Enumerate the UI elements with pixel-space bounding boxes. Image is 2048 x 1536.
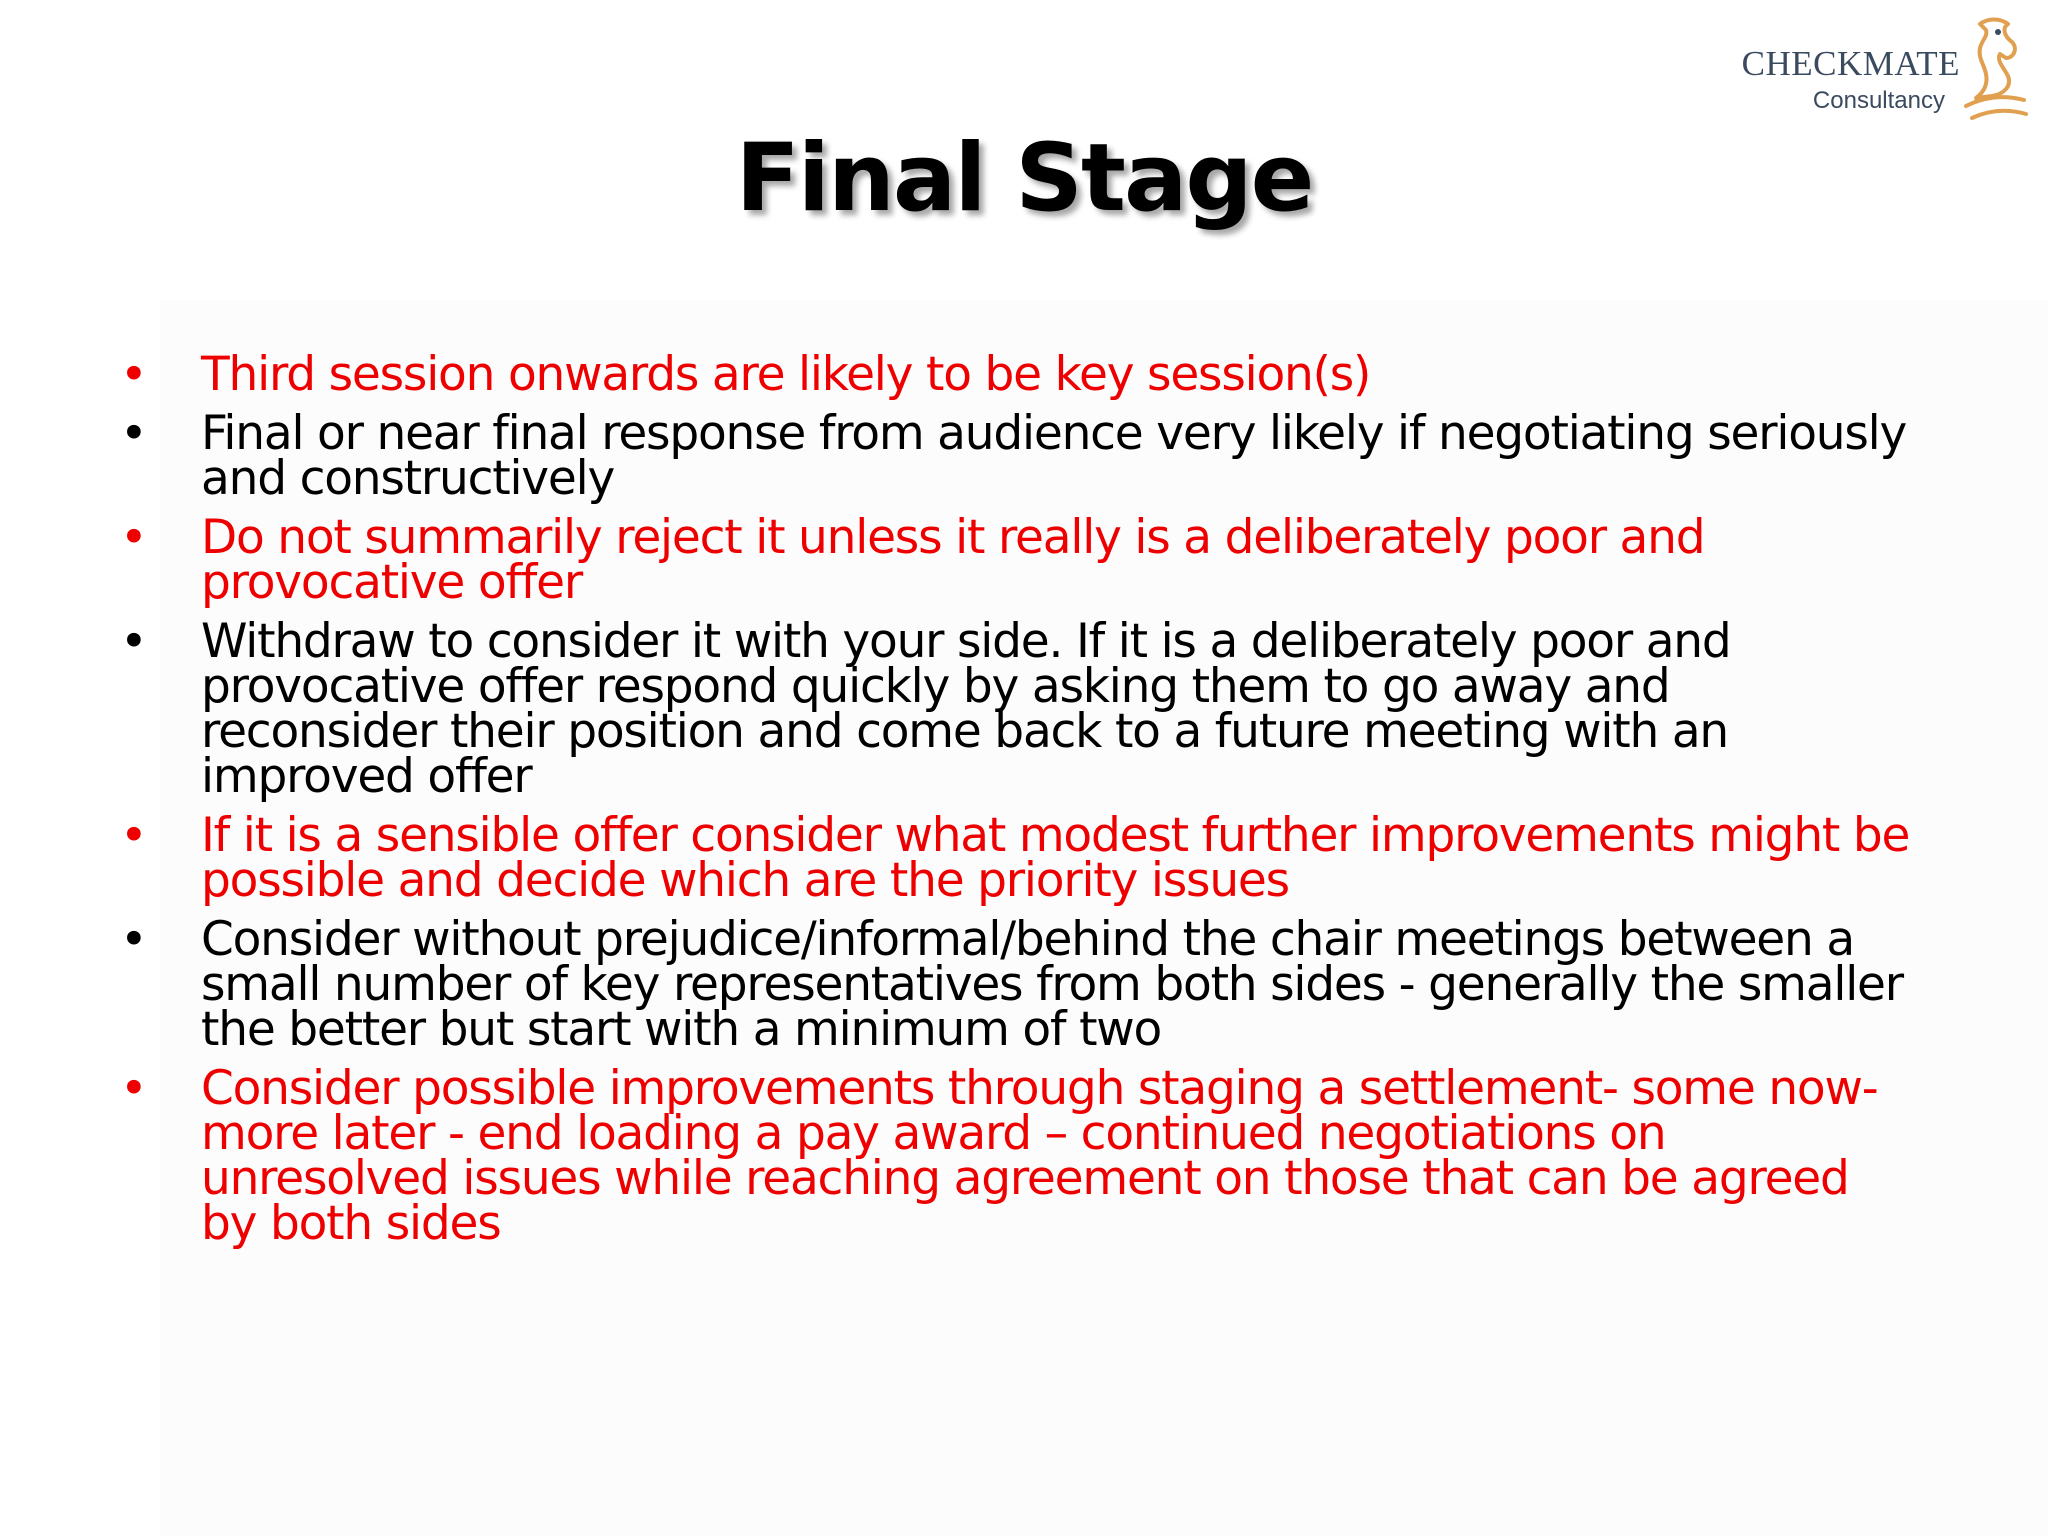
bullet-text: Final or near final response from audience very likely if negotiating seriously and constructively: [201, 406, 1907, 506]
bullet-dot-icon: •: [120, 614, 147, 669]
bullet-text: If it is a sensible offer consider what modest further improvements might be possible and decide which are the priority issues: [201, 808, 1910, 908]
bullet-dot-icon: •: [120, 808, 147, 863]
bullet-dot-icon: •: [120, 406, 147, 461]
bullet-item: [120, 347, 1910, 402]
bullet-dot-icon: •: [120, 1061, 147, 1116]
bullet-list: [120, 347, 1910, 1260]
logo-subtitle: Consultancy: [1812, 87, 1945, 114]
bullet-text: Do not summarily reject it unless it really is a deliberately poor and provocative offer: [201, 510, 1705, 610]
bullet-item: [120, 808, 1910, 908]
bullet-dot-icon: •: [120, 510, 147, 565]
bullet-dot-icon: •: [120, 347, 147, 402]
bullet-item: [120, 510, 1910, 610]
knight-chess-piece-icon: [1958, 14, 2030, 126]
slide-title: Final Stage: [735, 124, 1313, 233]
bullet-text: Consider possible improvements through staging a settlement- some now- more later - end loading a pay award – continued negotiations on unresolved issues while reaching agreement on those that can be agreed by both sides: [201, 1061, 1878, 1251]
bullet-item: [120, 912, 1910, 1057]
bullet-dot-icon: •: [120, 912, 147, 967]
bullet-item: [120, 614, 1910, 804]
bullet-text: Withdraw to consider it with your side. If it is a deliberately poor and provocative offer respond quickly by asking them to go away and reconsider their position and come back to a future meeting with an improved offer: [201, 614, 1731, 804]
bullet-text: Consider without prejudice/informal/behind the chair meetings between a small number of key representatives from both sides - generally the smaller the better but start with a minimum of two: [201, 912, 1903, 1057]
bullet-text: Third session onwards are likely to be key session(s): [201, 347, 1371, 402]
bullet-item: [120, 1061, 1910, 1251]
logo-wordmark: CHECKMATE: [1741, 44, 1960, 83]
company-logo: [1740, 14, 2030, 124]
bullet-item: [120, 406, 1910, 506]
